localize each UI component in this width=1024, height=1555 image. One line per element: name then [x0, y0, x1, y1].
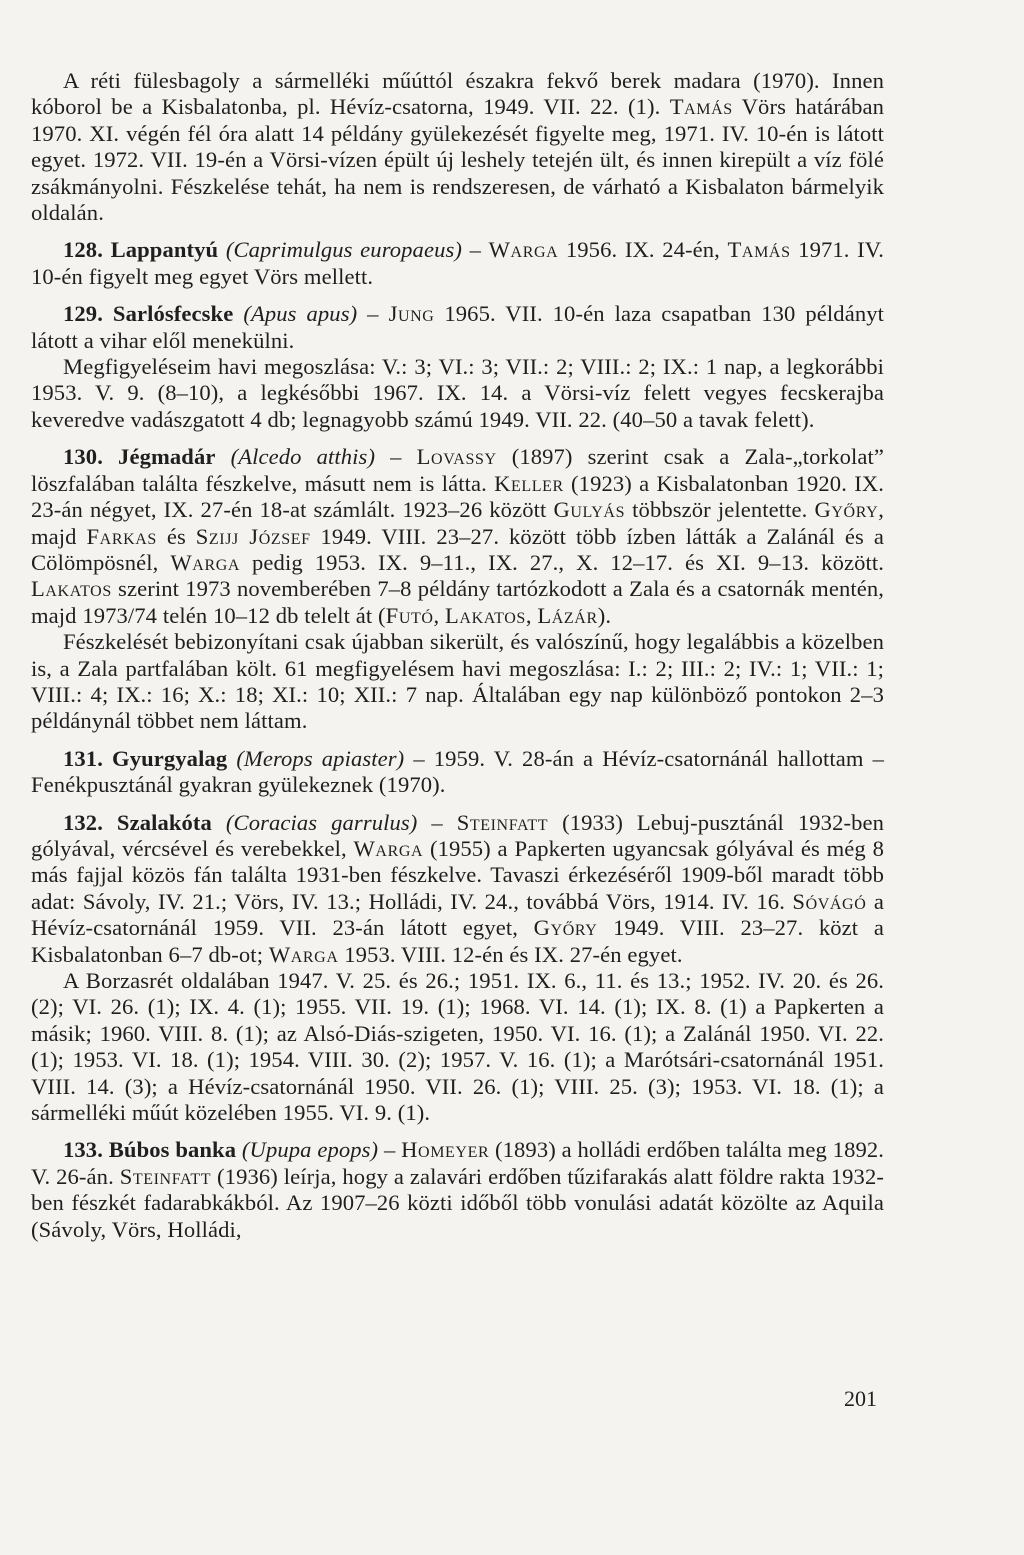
author-name: Gulyás [553, 497, 626, 523]
entry-text: – 1959. V. 28-án a Hévíz-csatornánál hallottam – Fenékpusztánál gyakran gyülekeznek (1970). [31, 745, 885, 798]
entry-text: 1971. IV. 10-én figyelt meg egyet Vörs mellett. [31, 237, 885, 289]
entry-text: Megfigyeléseim havi megoszlása: V.: 3; VI.: 3; VII.: 2; VIII.: 2; IX.: 1 nap, a legkorábbi 1953. V. 9. (8–10), a legkésőbbi 1967. IX. 14. a Vörsi-víz felett vegyes fecskerajba keveredve vadászgatott 4 db; legnagyobb számú 1949. VII. 22. (40–50 a tavak felett). [31, 354, 884, 432]
author-name: Keller [494, 470, 564, 496]
entry-132 [31, 810, 884, 968]
paragraph-intro [31, 68, 884, 226]
author-name: Warga [488, 237, 559, 263]
species-name: Lappantyú [110, 237, 219, 263]
entry-text: , majd [31, 497, 884, 549]
entry-text: a Hévíz-csatornánál 1959. VII. 23-án látott egyet, [31, 888, 884, 941]
entry-133 [31, 1137, 884, 1243]
entry-text: és [156, 523, 196, 549]
entry-text: (1933) Lebuj-pusztánál 1932-ben gólyával, vércsével és verebekkel, [31, 809, 885, 861]
entry-130 [31, 444, 884, 629]
author-name: Jung [388, 301, 435, 327]
latin-name: (Alcedo atthis) [230, 444, 376, 470]
latin-name: (Coracias garrulus) [225, 809, 418, 835]
author-name: Farkas [86, 523, 157, 549]
entry-text: – [357, 301, 389, 327]
author-name: Lakatos [31, 576, 112, 602]
author-name: Steinfatt [456, 809, 549, 835]
entry-text: ). [597, 602, 612, 628]
entry-130-observations [31, 629, 884, 735]
author-name: Warga [170, 549, 241, 575]
entry-129 [31, 301, 884, 354]
entry-number: 129. [63, 301, 103, 327]
entry-129-observations [31, 354, 884, 433]
entry-text: (1893) a holládi erdőben találta meg 1892. V. 26-án. [31, 1137, 885, 1189]
entry-number: 130. [63, 444, 103, 470]
author-name: Lovassy [416, 444, 497, 470]
author-name: Futó [385, 602, 434, 628]
author-name: Sóvágó [792, 888, 867, 914]
latin-name: (Merops apiaster) [236, 745, 405, 771]
entry-text: – [461, 237, 489, 263]
author-name: Lázár [537, 602, 598, 628]
author-name: Győry [533, 915, 598, 941]
entry-text: (1923) a Kisbalatonban 1920. IX. 23-án négyet, IX. 27-én 18-at számlált. 1923–26 között [31, 470, 885, 523]
entry-text: Fészkelését bebizonyítani csak újabban sikerült, és valószínű, hogy legalábbis a közelben is, a Zala partfalában költ. 61 megfigyelésem havi megoszlása: I.: 2; III.: 2; IV.: 1; VII.: 1; VIII.: 4; IX.: 16; X.: 18; XI.: 10; XII.: 7 nap. Általában egy nap különböző pontokon 2–3 példánynál többet nem láttam. [31, 629, 884, 734]
author-name: Tamás [669, 94, 733, 120]
entry-number: 133. [63, 1137, 103, 1163]
page-number: 201 [844, 1386, 877, 1411]
entry-text: – [378, 1137, 402, 1163]
entry-number: 131. [63, 745, 103, 771]
entry-text: – [417, 809, 457, 835]
author-name: Warga [353, 835, 424, 861]
entry-text: (1955) a Papkerten ugyancsak gólyával és még 8 más fajjal közös fán találta 1931-ben fészkelve. Tavaszi érkezéséről 1909-ből maradt több adat: Sávoly, IV. 21.; Vörs, IV. 13.; Holládi, IV. 24., továbbá Vörs, 1914. IV. 16. [31, 835, 884, 914]
entry-text: 1949. VIII. 23–27. közt a Kisbalatonban 6–7 db-ot; [31, 915, 884, 967]
latin-name: (Apus apus) [243, 301, 358, 327]
paragraph-text: A réti fülesbagoly a sármelléki műúttól északra fekvő berek madara (1970). Innen kóborol be a Kisbalatonba, pl. Hévíz-csatorna, 1949. VII. 22. (1). [31, 68, 884, 120]
entry-text: 1949. VIII. 23–27. között több ízben látták a Zalánál és a Cölömpösnél, [31, 523, 884, 575]
entry-number: 132. [63, 809, 103, 835]
species-name: Búbos banka [108, 1137, 237, 1163]
author-name: Lakatos [445, 602, 526, 628]
entry-text: pedig 1953. IX. 9–11., IX. 27., X. 12–17. és XI. 9–13. között. [240, 549, 884, 575]
latin-name: (Upupa epops) [241, 1137, 379, 1163]
entry-text: (1936) leírja, hogy a zalavári erdőben tűzifarakás alatt földre rakta 1932-ben fészkét fadarabkákból. Az 1907–26 közti időből több vonulási adatát közölte az Aquila (Sávoly, Vörs, Holládi, [31, 1163, 884, 1242]
entry-text: 1953. VIII. 12-én és IX. 27-én egyet. [338, 941, 683, 967]
author-name: Szijj József [195, 523, 311, 549]
species-name: Gyurgyalag [112, 745, 228, 771]
author-name: Tamás [727, 237, 791, 263]
entry-text: A Borzasrét oldalában 1947. V. 25. és 26.; 1951. IX. 6., 11. és 13.; 1952. IV. 20. és 26. (2); VI. 26. (1); IX. 4. (1); 1955. VII. 19. (1); 1968. VI. 14. (1); IX. 8. (1) a Papkerten a másik; 1960. VIII. 8. (1); az Alsó-Diás-szigeten, 1950. VI. 16. (1); a Zalánál 1950. VI. 22. (1); 1953. VI. 18. (1); 1954. VIII. 30. (2); 1957. V. 16. (1); a Marótsári-csatornánál 1951. VIII. 14. (3); a Hévíz-csatornánál 1950. VII. 26. (1); VIII. 25. (3); 1953. VI. 18. (1); a sármelléki műút közelében 1955. VI. 9. (1). [31, 968, 884, 1126]
entry-text: – [375, 444, 417, 470]
entry-132-observations [31, 968, 884, 1126]
entry-text: többször jelentette. [625, 497, 815, 523]
entry-text: , [433, 602, 446, 628]
author-name: Győry [814, 497, 879, 523]
species-name: Jégmadár [118, 444, 216, 470]
entry-131 [31, 746, 884, 799]
entry-text: , [525, 602, 538, 628]
entry-text: (1897) szerint csak a Zala-„torkolat” löszfalában találta fészkelve, másutt nem is látta. [31, 444, 884, 496]
species-name: Sarlósfecske [112, 301, 234, 327]
entry-number: 128. [63, 237, 103, 263]
paragraph-text: Vörs határában 1970. XI. végén fél óra alatt 14 példány gyülekezését figyelte meg, 1971. IV. 10-én is látott egyet. 1972. VII. 19-én a Vörsi-vízen épült új leshely tetején ült, és innen kirepült a víz fölé zsákmányolni. Fészkelése tehát, ha nem is rendszeresen, de várható a Kisbalaton bármelyik oldalán. [31, 94, 884, 226]
author-name: Steinfatt [119, 1163, 212, 1189]
author-name: Warga [268, 941, 339, 967]
latin-name: (Caprimulgus europaeus) [225, 237, 462, 263]
author-name: Homeyer [401, 1137, 490, 1163]
entry-text: 1965. VII. 10-én laza csapatban 130 példányt látott a vihar elől menekülni. [31, 301, 884, 353]
entry-128 [31, 237, 884, 290]
entry-text: 1956. IX. 24-én, [558, 237, 728, 263]
entry-text: szerint 1973 novemberében 7–8 példány tartózkodott a Zala és a csatornák mentén, majd 1973/74 telén 10–12 db telelt át ( [31, 576, 884, 628]
species-name: Szalakóta [116, 809, 212, 835]
